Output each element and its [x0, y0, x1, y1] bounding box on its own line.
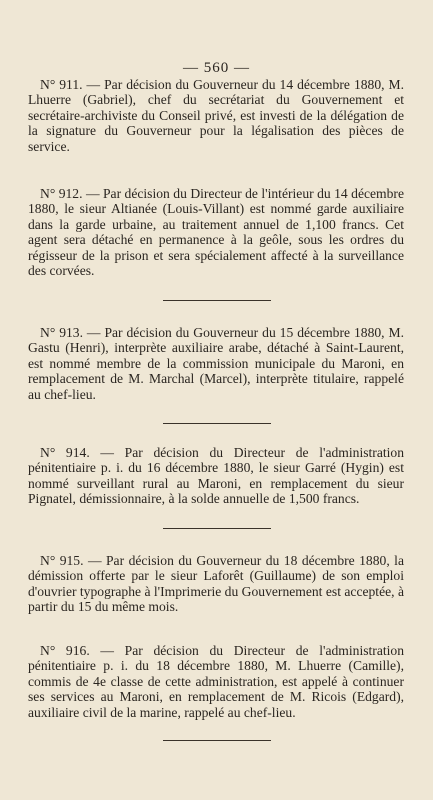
separator-rule	[163, 528, 271, 529]
separator-rule	[163, 423, 271, 424]
decision-number: N° 914.	[40, 445, 90, 460]
decision-911	[28, 77, 404, 154]
page-number: — 560 —	[183, 60, 250, 76]
decision-916	[28, 643, 404, 720]
decision-text: — Par décision du Gouverneur du 18 décembre 1880, la démission offerte par le sieur Laforêt (Guillaume) de son emploi d'ouvrier typographe à l'Imprimerie du Gouvernement est acceptée, à partir du 15 du même mois.	[28, 553, 404, 615]
decision-914	[28, 445, 404, 507]
decision-number: N° 912.	[40, 186, 83, 201]
separator-rule	[163, 740, 271, 741]
decision-text: — Par décision du Gouverneur du 14 décembre 1880, M. Lhuerre (Gabriel), chef du secrétariat du Gouvernement et secrétaire-archiviste du Conseil privé, est investi de la délégation de la signature du Gouverneur pour la légalisation des pièces de service.	[28, 77, 405, 154]
decision-number: N° 911.	[40, 77, 83, 92]
separator-rule	[163, 300, 271, 301]
decision-text: — Par décision du Directeur de l'administration pénitentiaire p. i. du 16 décembre 1880, le sieur Garré (Hygin) est nommé surveillant rural au Maroni, en remplacement du sieur Pignatel, démissionnaire, à la solde annuelle de 1,500 francs.	[28, 445, 404, 507]
decision-913	[28, 325, 404, 402]
decision-text: — Par décision du Gouverneur du 15 décembre 1880, M. Gastu (Henri), interprète auxiliaire arabe, détaché à Saint-Laurent, est nommé membre de la commission municipale du Maroni, en remplacement de M. Marchal (Marcel), interprète titulaire, rappelé au chef-lieu.	[28, 325, 404, 402]
decision-number: N° 916.	[40, 643, 90, 658]
decision-number: N° 915.	[40, 553, 84, 568]
decision-text: — Par décision du Directeur de l'administration pénitentiaire p. i. du 18 décembre 1880, M. Lhuerre (Camille), commis de 4e classe de cette administration, est appelé à continuer ses services au Maroni, en remplacement de M. Ricois (Edgard), auxiliaire civil de la marine, rappelé au chef-lieu.	[28, 643, 404, 720]
decision-text: — Par décision du Directeur de l'intérieur du 14 décembre 1880, le sieur Altianée (Louis-Villant) est nommé garde auxiliaire dans la garde urbaine, au traitement annuel de 1,100 francs. Cet agent sera détaché en permanence à la geôle, sous les ordres du régisseur de la prison et sera spécialement affecté à la surveillance des corvées.	[28, 186, 404, 279]
decision-915	[28, 553, 404, 615]
decision-number: N° 913.	[40, 325, 83, 340]
decision-912	[28, 186, 404, 278]
